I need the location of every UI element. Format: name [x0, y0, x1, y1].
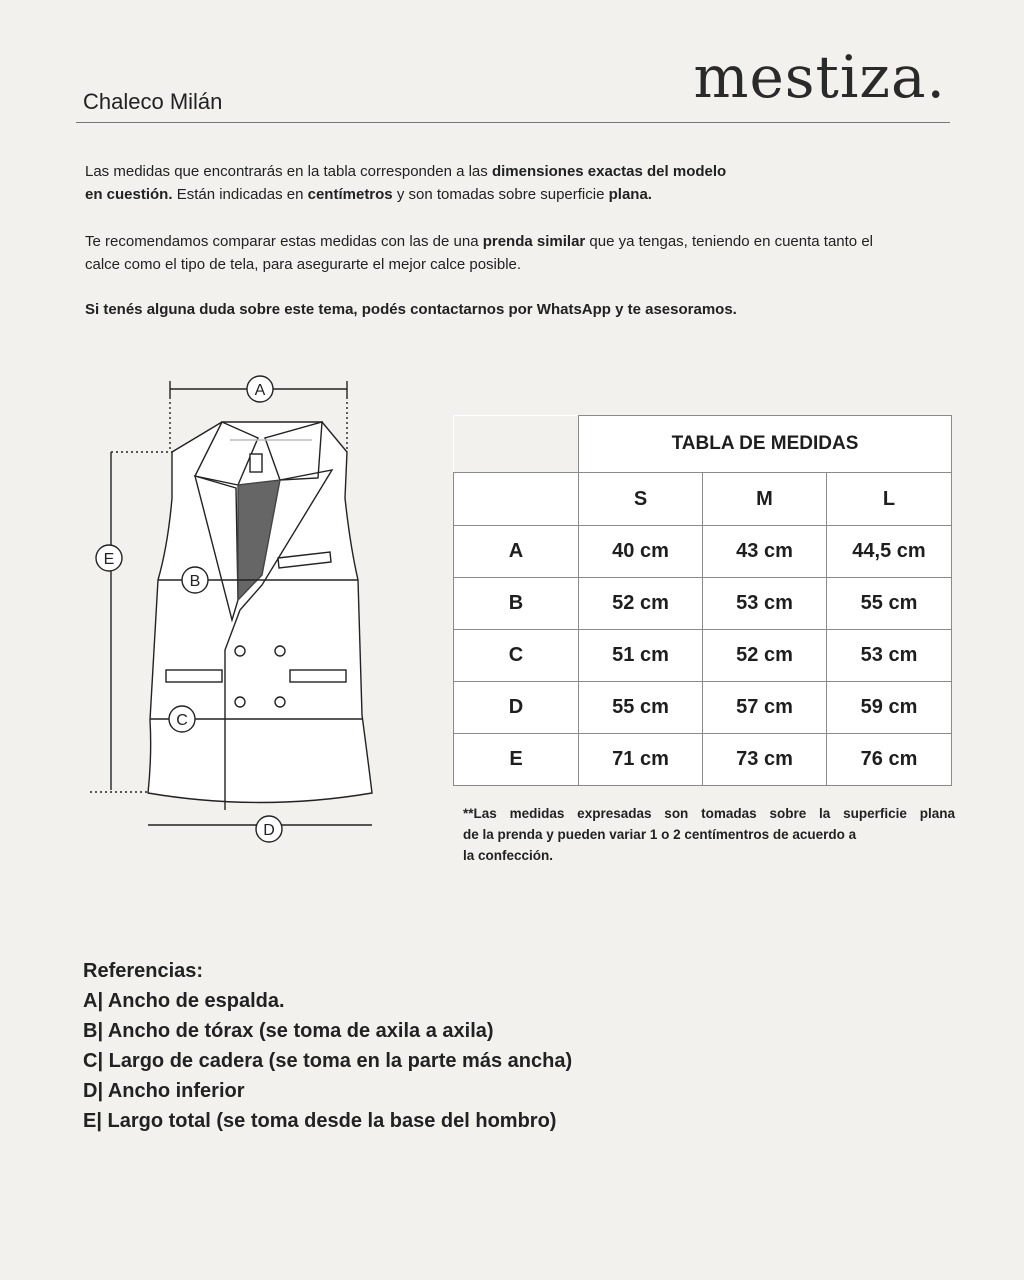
diagram-label-a: A: [254, 382, 266, 399]
reference-item: C| Largo de cadera (se toma en la parte más ancha): [83, 1050, 573, 1072]
table-cell: 53 cm: [703, 578, 827, 630]
table-cell: 73 cm: [703, 734, 827, 786]
table-cell: 76 cm: [827, 734, 952, 786]
table-header-empty: [454, 473, 579, 526]
table-footnote: [463, 803, 955, 866]
size-header-m: M: [703, 473, 827, 526]
diagram-label-e: E: [103, 551, 115, 568]
intro-text-segment: calce como el tipo de tela, para asegurarte el mejor calce posible.: [85, 256, 522, 273]
intro-text: [85, 160, 985, 321]
intro-text-segment: Te recomendamos comparar estas medidas con las de una: [85, 233, 483, 250]
intro-paragraph-1: [85, 160, 985, 206]
table-cell: 40 cm: [579, 526, 703, 578]
vest-diagram: [80, 365, 390, 855]
row-label: B: [454, 578, 579, 630]
table-cell: 51 cm: [579, 630, 703, 682]
intro-emphasis: prenda similar: [482, 233, 586, 250]
product-title: Chaleco Milán: [83, 89, 223, 114]
size-header-s: S: [579, 473, 703, 526]
table-row: [454, 630, 952, 682]
intro-paragraph-3: Si tenés alguna duda sobre este tema, podés contactarnos por WhatsApp y te asesoramos.: [85, 301, 737, 318]
table-row: [454, 734, 952, 786]
reference-item: D| Ancho inferior: [83, 1080, 245, 1102]
intro-emphasis: plana.: [608, 186, 652, 203]
references-title: Referencias:: [83, 960, 204, 982]
reference-item: A| Ancho de espalda.: [83, 990, 285, 1012]
reference-item: B| Ancho de tórax (se toma de axila a axila): [83, 1020, 494, 1042]
brand-logo: mestiza.: [693, 43, 946, 111]
table-cell: 55 cm: [827, 578, 952, 630]
intro-text-segment: Están indicadas en: [172, 186, 308, 203]
intro-text-segment: que ya tengas, teniendo en cuenta tanto el: [585, 233, 873, 250]
table-corner: [454, 416, 579, 473]
intro-emphasis: dimensiones exactas del modelo: [491, 163, 727, 180]
diagram-label-c: C: [176, 712, 188, 729]
table-cell: 55 cm: [579, 682, 703, 734]
table-row: [454, 526, 952, 578]
table-cell: 59 cm: [827, 682, 952, 734]
intro-text-segment: Las medidas que encontrarás en la tabla corresponden a las: [85, 163, 492, 180]
intro-emphasis: en cuestión.: [85, 186, 173, 203]
table-cell: 52 cm: [703, 630, 827, 682]
intro-text-segment: y son tomadas sobre superficie: [392, 186, 609, 203]
table-cell: 57 cm: [703, 682, 827, 734]
table-cell: 43 cm: [703, 526, 827, 578]
size-header-l: L: [827, 473, 952, 526]
table-cell: 71 cm: [579, 734, 703, 786]
footnote-line: de la prenda y pueden variar 1 o 2 centímentros de acuerdo a: [463, 827, 857, 842]
references: [83, 956, 572, 1136]
row-label: E: [454, 734, 579, 786]
intro-emphasis: centímetros: [307, 186, 393, 203]
diagram-label-d: D: [263, 822, 275, 839]
table-row: [454, 682, 952, 734]
header-divider: [76, 122, 950, 123]
footnote-line: **Las medidas expresadas son tomadas sobre la superficie plana: [463, 806, 955, 821]
size-table: [453, 415, 952, 786]
table-row: [454, 578, 952, 630]
diagram-label-b: B: [189, 573, 201, 590]
table-cell: 53 cm: [827, 630, 952, 682]
row-label: C: [454, 630, 579, 682]
table-title: TABLA DE MEDIDAS: [579, 416, 952, 473]
footnote-line: la confección.: [463, 848, 554, 863]
table-cell: 44,5 cm: [827, 526, 952, 578]
row-label: D: [454, 682, 579, 734]
table-cell: 52 cm: [579, 578, 703, 630]
row-label: A: [454, 526, 579, 578]
intro-paragraph-2: [85, 230, 985, 276]
reference-item: E| Largo total (se toma desde la base del hombro): [83, 1110, 557, 1132]
